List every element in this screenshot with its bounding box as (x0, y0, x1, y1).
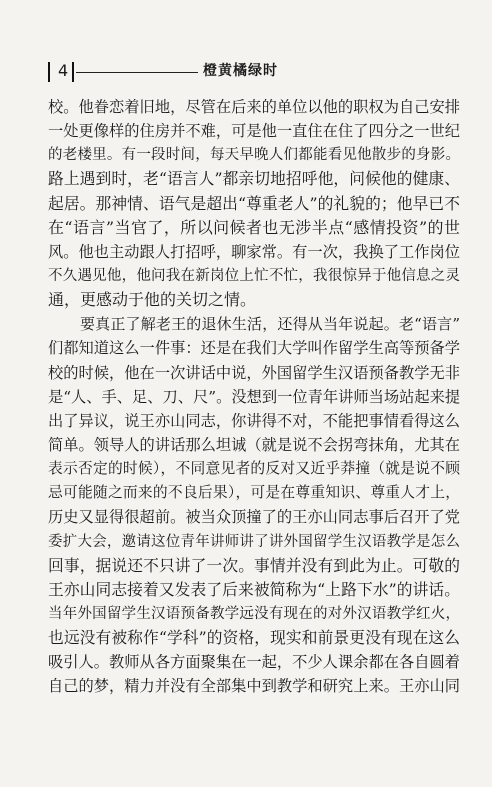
text-line: 校的时候，他在一次讲话中说，外国留学生汉语预备教学无非 (48, 363, 460, 382)
text-line: 通，更感动于他的关切之情。 (48, 290, 257, 310)
text-line: 要真正了解老王的退休生活，还得从当年说起。老“语言” (80, 315, 460, 334)
text-line: 们都知道这么一件事：还是在我们大学叫作留学生高等预备学 (48, 339, 460, 358)
text-line: 自己的梦，精力并没有全部集中到教学和研究上来。王亦山同 (48, 677, 460, 696)
page-number: 4 (58, 61, 69, 80)
text-line: 吸引人。教师从各方面聚集在一起，不少人课余都在各自圆着 (48, 653, 460, 672)
text-line: 回事，据说还不只讲了一次。事情并没有到此为止。可敬的 (48, 555, 460, 575)
header-rule-left (48, 62, 50, 82)
header-line (76, 72, 198, 73)
text-line: 委扩大会，邀请这位青年讲师讲了讲外国留学生汉语教学是怎么 (48, 533, 460, 550)
running-header (48, 60, 458, 84)
text-line: 在“语言”当官了，所以问候者也无涉半点“感情投资”的世 (48, 217, 460, 237)
text-line: 校。他眷恋着旧地，尽管在后来的单位以他的职权为自己安排 (48, 98, 460, 116)
text-line: 王亦山同志接着又发表了后来被简称为“上路下水”的讲话。 (48, 579, 460, 599)
paragraph-2 (48, 312, 460, 698)
text-line: 的老楼里。有一段时间，每天早晚人们都能看见他散步的身影。 (48, 147, 460, 164)
text-line: 一处更像样的住房并不难，可是他一直住在住了四分之一世纪 (48, 122, 460, 141)
text-line: 风。他也主动跟人打招呼，聊家常。有一次，我换了工作岗位 (48, 242, 460, 261)
header-rule-divider (72, 62, 74, 82)
text-line: 路上遇到时，老“语言人”都亲切地招呼他，问候他的健康、 (48, 169, 460, 189)
text-line: 表示否定的时候），不同意见者的反对又近乎莽撞（就是说不顾 (48, 460, 460, 478)
text-line: 也远没有被称作“学科”的资格，现实和前景更没有现在这么 (48, 628, 460, 648)
text-line: 出了异议，说王亦山同志，你讲得不对，不能把事情看得这么 (48, 411, 460, 430)
book-title: 橙黄橘绿时 (203, 63, 278, 79)
text-line: 简单。领导人的讲话那么坦诚（就是说不会拐弯抹角，尤其在 (48, 435, 460, 454)
text-line: 不久遇见他，他问我在新岗位上忙不忙，我很惊异于他信息之灵 (48, 267, 460, 284)
text-line: 当年外国留学生汉语预备教学远没有现在的对外汉语教学红火， (48, 605, 460, 622)
text-line: 起居。那神情、语气是超出“尊重老人”的礼貌的；他早已不 (48, 193, 460, 213)
text-line: 忌可能随之而来的不良后果），可是在尊重知识、尊重人才上， (48, 484, 460, 502)
paragraph-1 (48, 95, 460, 312)
body-text (48, 95, 460, 699)
text-line: 是“人、手、足、刀、尺”。没想到一位青年讲师当场站起来提 (48, 387, 461, 406)
text-line: 历史又显得很超前。被当众顶撞了的王亦山同志事后召开了党 (48, 508, 460, 527)
